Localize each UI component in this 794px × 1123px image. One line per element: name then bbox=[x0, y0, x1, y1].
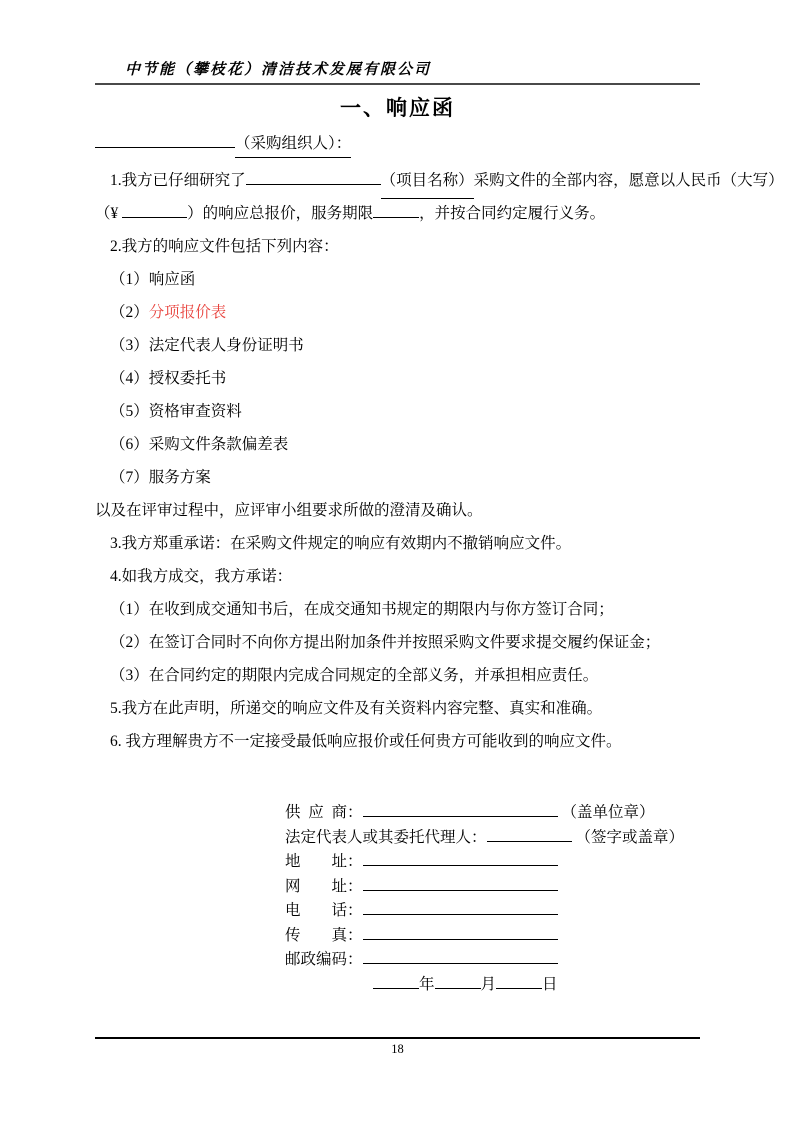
address-label: 地址 bbox=[285, 853, 347, 870]
addressee-blank-field bbox=[95, 131, 235, 148]
paragraph-1-line-2 bbox=[95, 197, 700, 230]
representative-blank-field bbox=[487, 825, 572, 842]
price-blank-field bbox=[122, 201, 187, 218]
paragraph-4-item-2: （2）在签订合同时不向你方提出附加条件并按照采购文件要求提交履约保证金； bbox=[110, 634, 661, 651]
list-item-4-num: （4） bbox=[110, 370, 149, 387]
list-item-5 bbox=[95, 395, 700, 428]
address-colon: ： bbox=[347, 853, 363, 870]
list-item-7 bbox=[95, 461, 700, 494]
phone-colon: ： bbox=[347, 902, 363, 919]
list-item-7-num: （7） bbox=[110, 469, 149, 486]
list-item-6 bbox=[95, 428, 700, 461]
signature-row-address bbox=[285, 849, 700, 874]
fax-colon: ： bbox=[347, 926, 363, 944]
list-item-4-text: 授权委托书 bbox=[148, 370, 227, 387]
p1b-mid-text: ）的响应总报价，服务期限 bbox=[187, 205, 374, 222]
salutation-line bbox=[95, 131, 700, 158]
day-label: 日 bbox=[542, 975, 558, 993]
page-header bbox=[95, 60, 700, 85]
paragraph-6: 6. 我方理解贵方不一定接受最低响应报价或任何贵方可能收到的响应文件。 bbox=[110, 733, 622, 750]
supplier-seal-note: （盖单位章） bbox=[561, 804, 655, 821]
paragraph-5: 5.我方在此声明，所递交的响应文件及有关资料内容完整、真实和准确。 bbox=[110, 700, 603, 717]
p1-pre-text: 1.我方已仔细研究了 bbox=[110, 172, 246, 189]
month-blank-field bbox=[435, 972, 481, 989]
page-number: 18 bbox=[391, 1042, 404, 1056]
postcode-label: 邮政编码 bbox=[285, 951, 348, 968]
list-item-7-text: 服务方案 bbox=[148, 469, 211, 486]
paragraph-1-line-1 bbox=[95, 164, 784, 197]
p1-post-text: 采购文件的全部内容，愿意以人民币（大写） bbox=[473, 172, 784, 189]
list-item-5-text: 资格审查资料 bbox=[148, 403, 242, 420]
phone-label: 电话 bbox=[285, 902, 347, 919]
service-period-blank-field bbox=[373, 201, 419, 218]
page-title: 一、响应函 bbox=[340, 97, 455, 120]
p1b-post-text: ，并按合同约定履行义务。 bbox=[419, 205, 606, 222]
month-label: 月 bbox=[480, 975, 497, 993]
signature-row-fax bbox=[285, 923, 700, 948]
list-item-2-num: （2） bbox=[110, 304, 149, 321]
signature-row-phone bbox=[285, 898, 700, 923]
list-item-3-text: 法定代表人身份证明书 bbox=[148, 337, 304, 354]
phone-blank-field bbox=[363, 898, 558, 915]
list-item-3 bbox=[95, 329, 700, 362]
representative-seal-note: （签字或盖章） bbox=[575, 828, 685, 846]
signature-row-supplier bbox=[285, 800, 700, 825]
list-item-5-num: （5） bbox=[110, 403, 149, 420]
postcode-colon: ： bbox=[347, 951, 363, 968]
list-item-4 bbox=[95, 362, 700, 395]
address-blank-field bbox=[363, 849, 558, 866]
paragraph-4-item-3: （3）在合同约定的期限内完成合同规定的全部义务，并承担相应责任。 bbox=[110, 667, 599, 684]
website-colon: ： bbox=[347, 877, 363, 895]
fax-label: 传真 bbox=[285, 926, 347, 944]
salutation-label: （采购组织人）： bbox=[235, 132, 351, 158]
signature-row-representative bbox=[285, 825, 700, 850]
clarification-line: 以及在评审过程中，应评审小组要求所做的澄清及确认。 bbox=[95, 502, 483, 519]
company-name: 中节能（攀枝花）清洁技术发展有限公司 bbox=[125, 62, 432, 78]
website-label: 网址 bbox=[285, 877, 347, 895]
supplier-blank-field bbox=[363, 800, 558, 817]
list-item-3-num: （3） bbox=[110, 337, 149, 354]
year-blank-field bbox=[373, 972, 419, 989]
representative-label: 法定代表人或其委托代理人 bbox=[285, 828, 472, 846]
list-item-1 bbox=[95, 263, 700, 296]
list-item-2-text-red: 分项报价表 bbox=[148, 304, 227, 321]
list-item-2 bbox=[95, 296, 700, 329]
paragraph-2: 2.我方的响应文件包括下列内容： bbox=[110, 238, 339, 255]
representative-colon: ： bbox=[471, 828, 487, 846]
p1b-pre-text: （¥ bbox=[95, 205, 119, 222]
fax-blank-field bbox=[363, 923, 558, 940]
website-blank-field bbox=[363, 874, 558, 891]
list-item-1-num: （1） bbox=[110, 271, 149, 288]
supplier-label: 供应商 bbox=[285, 804, 347, 821]
paragraph-4-item-1: （1）在收到成交通知书后，在成交通知书规定的期限内与你方签订合同； bbox=[110, 601, 614, 618]
paragraph-4: 4.如我方成交，我方承诺： bbox=[110, 568, 293, 585]
paragraph-3: 3.我方郑重承诺：在采购文件规定的响应有效期内不撤销响应文件。 bbox=[110, 535, 572, 552]
list-item-6-text: 采购文件条款偏差表 bbox=[148, 436, 289, 453]
signature-row-website bbox=[285, 874, 700, 899]
signature-row-postcode bbox=[285, 947, 700, 972]
postcode-blank-field bbox=[363, 947, 558, 964]
list-item-6-num: （6） bbox=[110, 436, 149, 453]
footer-rule bbox=[95, 1037, 700, 1039]
supplier-colon: ： bbox=[347, 804, 363, 821]
list-item-1-text: 响应函 bbox=[148, 271, 196, 288]
day-blank-field bbox=[496, 972, 542, 989]
signature-block bbox=[95, 800, 700, 996]
year-label: 年 bbox=[419, 975, 435, 993]
body-text bbox=[95, 164, 784, 758]
project-name-blank-field bbox=[246, 168, 381, 185]
project-name-label: （项目名称） bbox=[381, 164, 474, 199]
page-footer bbox=[95, 1037, 700, 1057]
date-line bbox=[285, 972, 700, 997]
